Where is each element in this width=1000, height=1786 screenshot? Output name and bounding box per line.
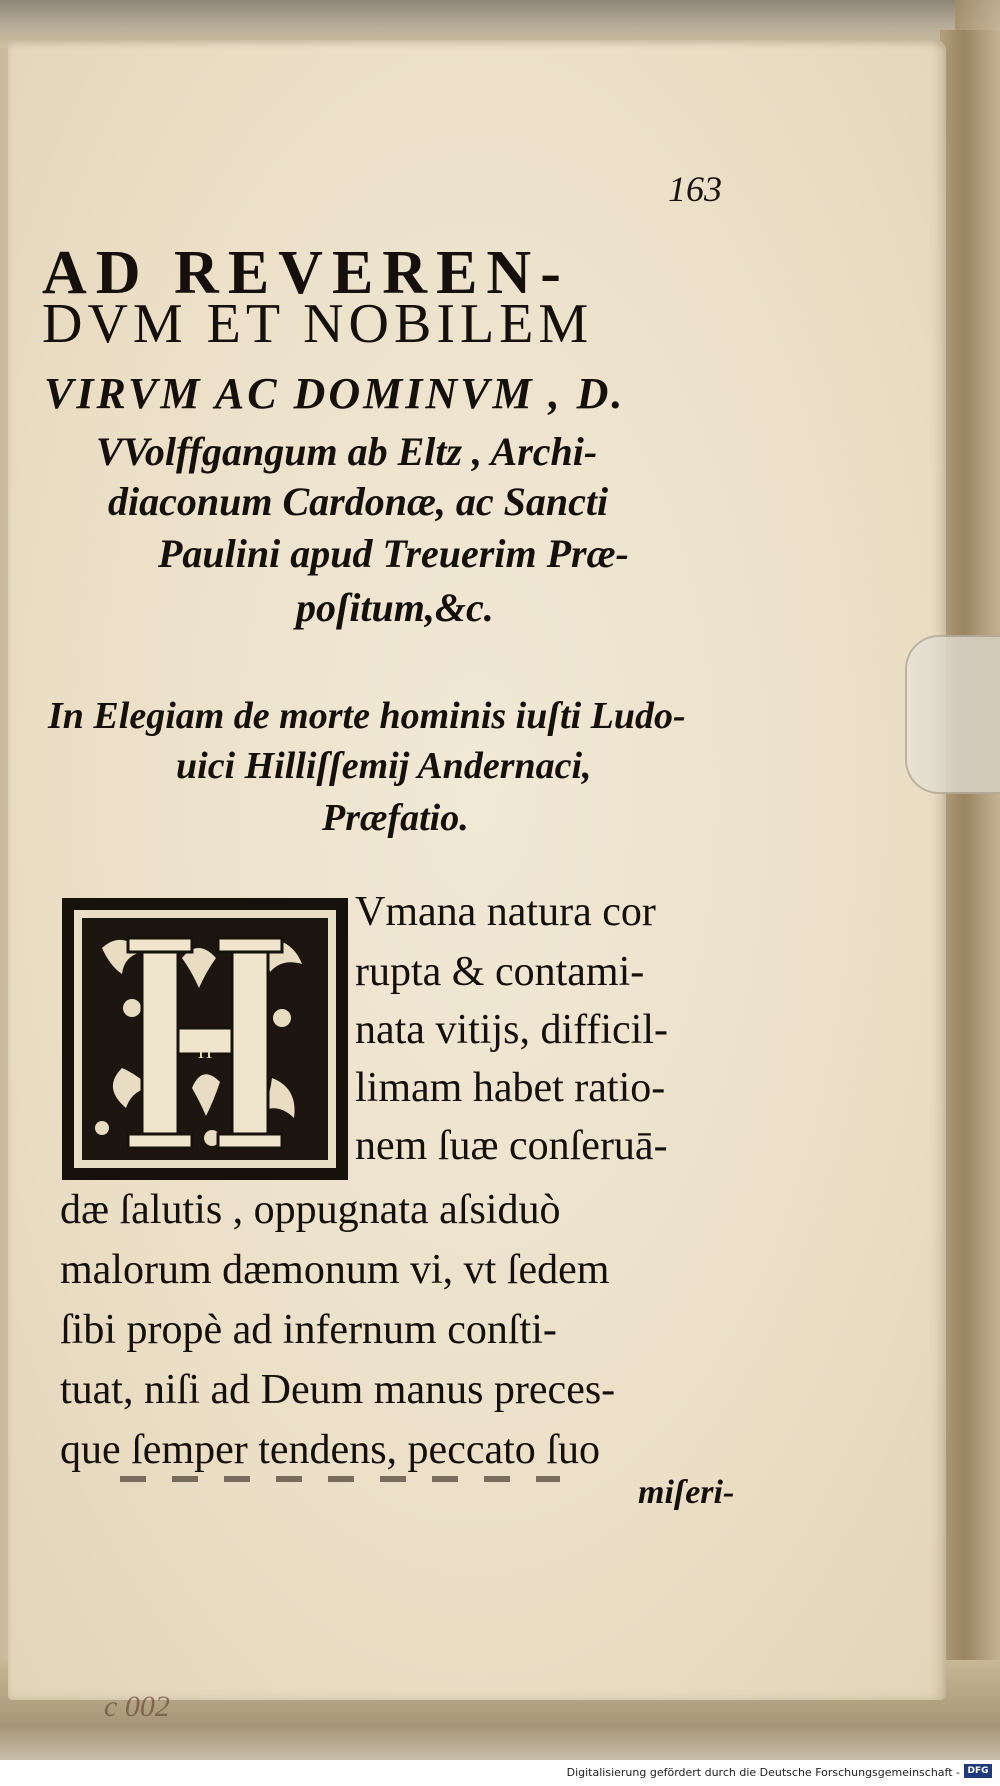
decorated-initial	[62, 898, 348, 1180]
book-right-edge	[940, 30, 1000, 1730]
dfg-logo: DFG	[964, 1764, 992, 1778]
body-line: rupta & contami-	[355, 949, 645, 995]
shelfmark-annotation: c 002	[104, 1690, 170, 1723]
funding-credit: Digitalisierung gefördert durch die Deutsche Forschungsgemeinschaft -	[566, 1766, 960, 1779]
address-line: poſitum,&c.	[296, 585, 494, 630]
body-line: nata vitijs, difficil-	[355, 1007, 668, 1053]
body-line: tuat, niſi ad Deum manus preces-	[60, 1367, 616, 1413]
subtitle-line: In Elegiam de morte hominis iuſti Ludo-	[48, 695, 686, 737]
subtitle-line: uici Hilliſſemij Andernaci,	[176, 745, 592, 787]
body-line: que ſemper tendens, peccato ſuo	[60, 1427, 600, 1473]
initial-letter: H	[197, 1041, 213, 1063]
page-holder-clip	[905, 635, 1000, 794]
address-line: Paulini apud Treuerim Præ-	[158, 531, 629, 576]
subtitle-line: Præfatio.	[322, 797, 469, 839]
catchword: miſeri-	[638, 1474, 735, 1511]
address-line: VVolffgangum ab Eltz , Archi-	[96, 429, 598, 474]
body-line: nem ſuæ conſeruā-	[355, 1123, 668, 1169]
title-line: DVM ET NOBILEM	[42, 293, 594, 355]
title-line: AD REVEREN-	[42, 239, 570, 307]
body-line: ſibi propè ad infernum conſti-	[60, 1307, 557, 1353]
page-number: 163	[668, 169, 722, 209]
address-line: VIRVM AC DOMINVM , D.	[44, 369, 626, 418]
body-line: malorum dæmonum vi, vt ſedem	[60, 1247, 610, 1293]
address-line: diaconum Cardonæ, ac Sancti	[108, 479, 609, 524]
ink-bleed-marks	[120, 1476, 560, 1482]
body-line: dæ ſalutis , oppugnata aſsiduò	[60, 1187, 561, 1233]
body-line: Vmana natura cor	[355, 889, 656, 935]
body-line: limam habet ratio-	[355, 1065, 666, 1111]
